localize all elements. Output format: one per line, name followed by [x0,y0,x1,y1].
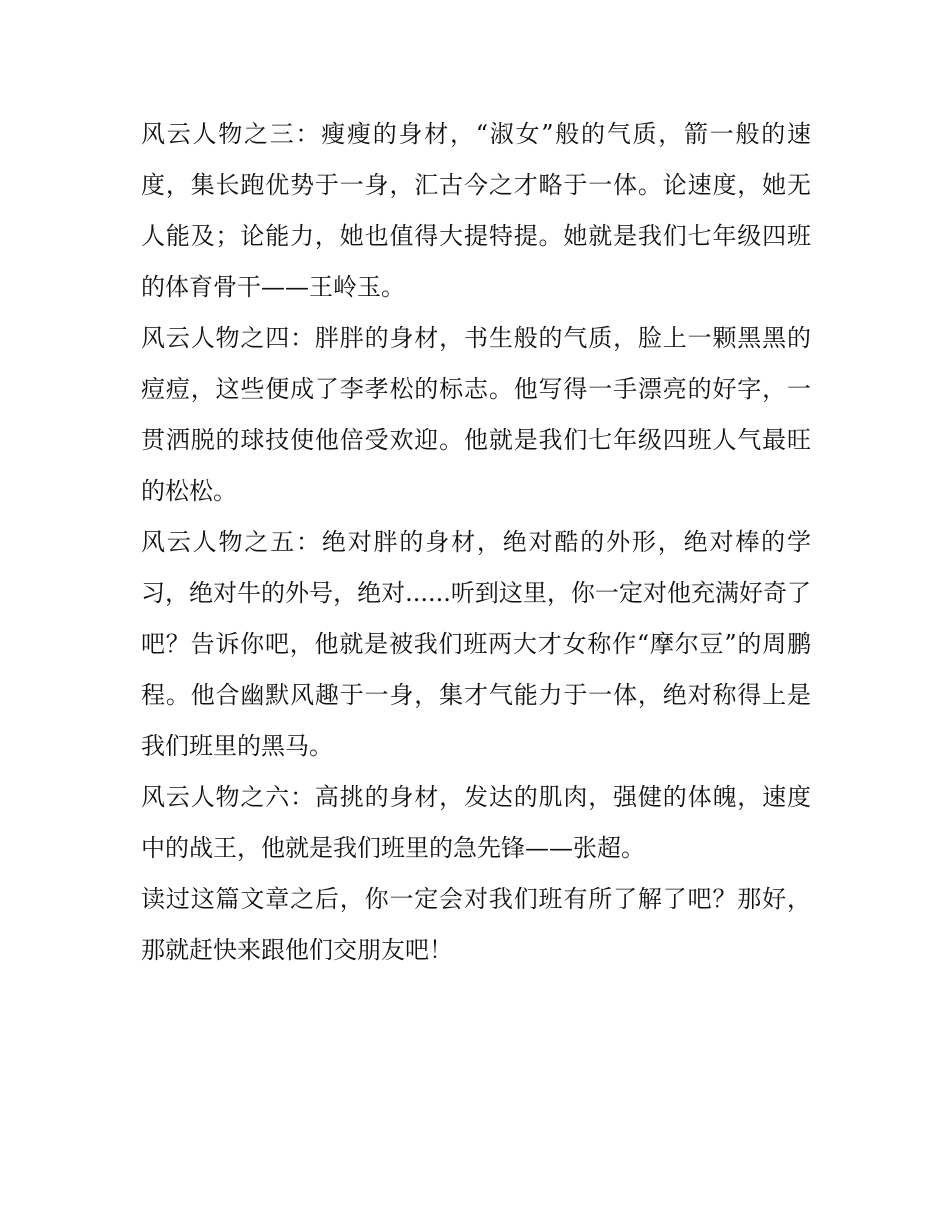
document-body [141,109,811,976]
paragraph-figure-four: 风云人物之四：胖胖的身材，书生般的气质，脸上一颗黑黑的痘痘，这些便成了李孝松的标志。他写得一手漂亮的好字，一贯洒脱的球技使他倍受欢迎。他就是我们七年级四班人气最旺的松松。 [141,324,811,505]
paragraph-figure-three: 风云人物之三：瘦瘦的身材，“淑女”般的气质，箭一般的速度，集长跑优势于一身，汇古今之才略于一体。论速度，她无人能及；论能力，她也值得大提特提。她就是我们七年级四班的体育骨干——王岭玉。 [141,120,811,301]
paragraph-figure-five: 风云人物之五：绝对胖的身材，绝对酷的外形，绝对棒的学习，绝对牛的外号，绝对......听到这里，你一定对他充满好奇了吧？告诉你吧，他就是被我们班两大才女称作“摩尔豆”的周鹏程。他合幽默风趣于一身，集才气能力于一体，绝对称得上是我们班里的黑马。 [141,528,811,760]
paragraph-closing: 读过这篇文章之后，你一定会对我们班有所了解了吧？那好，那就赶快来跟他们交朋友吧！ [141,885,811,964]
paragraph-figure-six: 风云人物之六：高挑的身材，发达的肌肉，强健的体魄，速度中的战王，他就是我们班里的急先锋——张超。 [141,783,811,862]
